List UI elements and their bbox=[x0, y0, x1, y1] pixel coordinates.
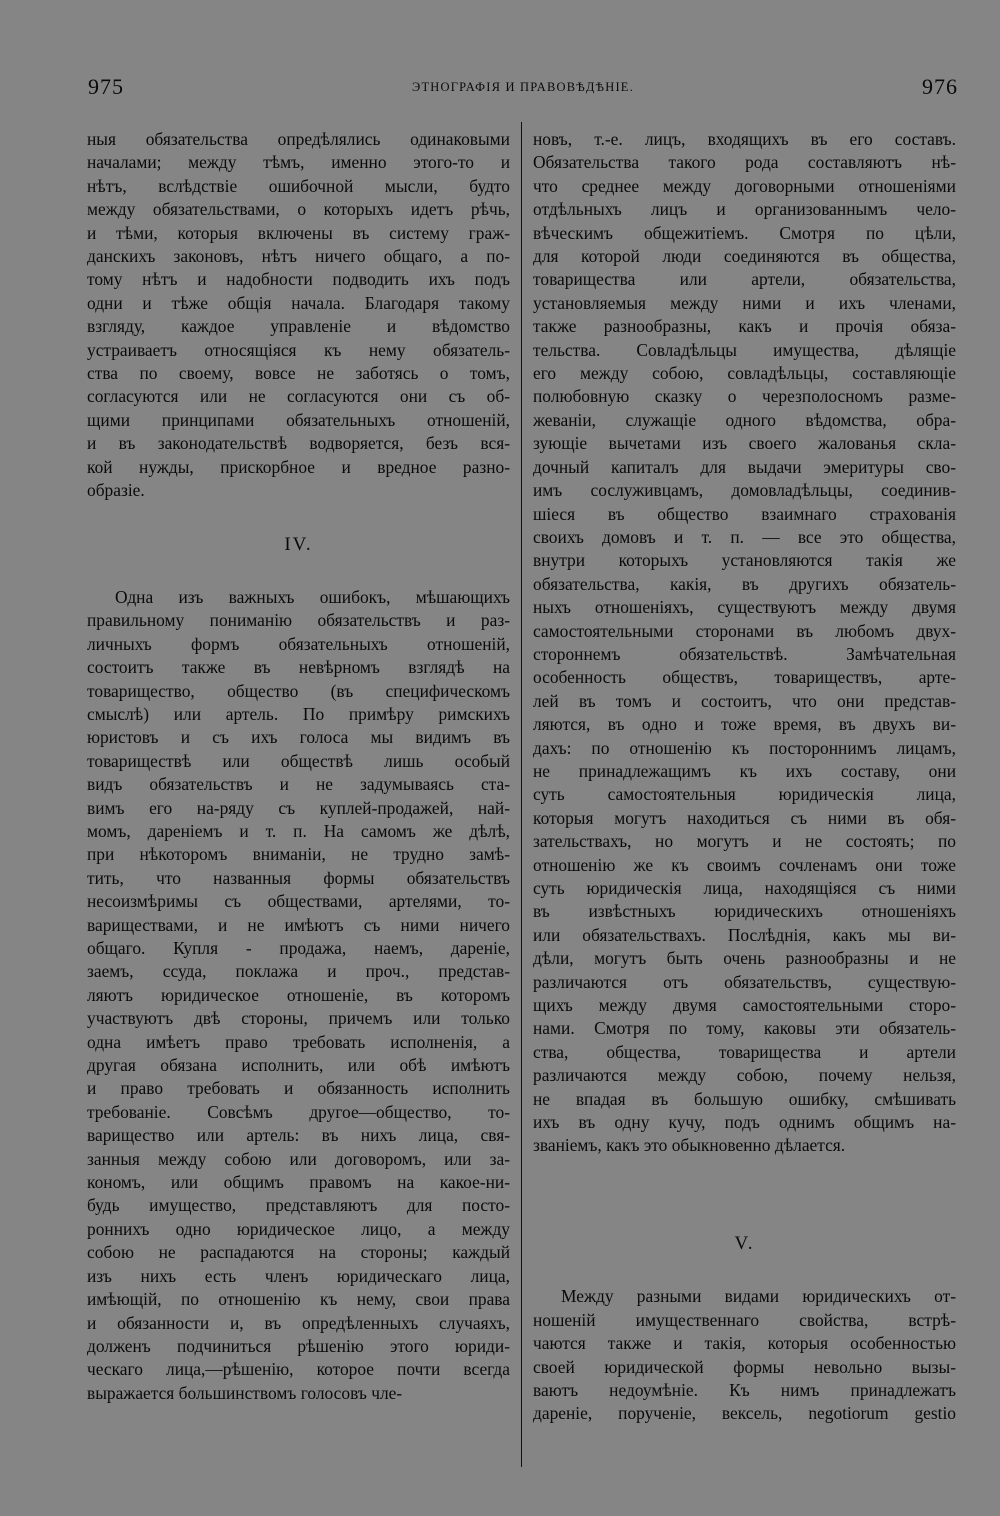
column-divider bbox=[521, 122, 522, 1467]
text-line: собою не распадаются на стороны; каждый bbox=[87, 1242, 510, 1263]
text-line: зательствахъ, но могутъ и не состоять; по bbox=[533, 831, 956, 852]
text-line: также разнообразны, какъ и прочія обяза- bbox=[533, 316, 956, 337]
text-line: обязательства, какія, въ другихъ обязатель- bbox=[533, 573, 956, 594]
text-line: дареніе, порученіе, вексель, negotiorum gestio bbox=[533, 1403, 956, 1424]
text-line: нѣтъ, вслѣдствіе ошибочной мысли, будто bbox=[87, 175, 510, 196]
text-line: тому нѣтъ и надобности подводить ихъ подъ bbox=[87, 269, 510, 290]
text-line: для которой люди соединяются въ общества, bbox=[533, 246, 956, 267]
left-paragraph-1 bbox=[87, 128, 510, 503]
running-title: ЭТНОГРАФІЯ И ПРАВОВѢДѢНІЕ. bbox=[412, 80, 634, 94]
text-line: товариществѣ или обществѣ лишь особый bbox=[87, 750, 510, 771]
text-line: различаются отъ обязательствъ, существую- bbox=[533, 971, 956, 992]
text-line: выражается большинствомъ голосовъ чле- bbox=[87, 1382, 403, 1403]
text-line: роннихъ одно юридическое лицо, а между bbox=[87, 1218, 510, 1239]
text-line: видъ обязательствъ и не задумываясь ста- bbox=[87, 774, 510, 795]
text-line: дахъ: по отношенію къ постороннимъ лицамъ, bbox=[533, 737, 956, 758]
text-line: общаго. Купля - продажа, наемъ, дареніе, bbox=[87, 938, 510, 958]
text-line: которыя могутъ находиться съ ними въ обя- bbox=[533, 807, 956, 828]
text-line: кой нужды, прискорбное и вредное разно- bbox=[87, 456, 510, 477]
page-header bbox=[88, 74, 958, 104]
text-line: имѣющій, по отношенію къ нему, свои права bbox=[87, 1289, 510, 1310]
text-line: при нѣкоторомъ вниманіи, не трудно замѣ- bbox=[87, 844, 510, 865]
text-line: другая обязана исполнить, или обѣ имѣютъ bbox=[87, 1055, 510, 1076]
text-line: внутри которыхъ установляются такія же bbox=[533, 550, 956, 571]
text-line: вѣческимъ общежитіемъ. Смотря по цѣли, bbox=[533, 222, 956, 243]
right-paragraph-2 bbox=[533, 1285, 956, 1425]
text-line: щихъ между двумя самостоятельными сторо- bbox=[533, 995, 956, 1016]
text-line: изъ нихъ есть членъ юридическаго лица, bbox=[87, 1265, 510, 1286]
text-line: и обязанности и, въ опредѣленныхъ случаяхъ, bbox=[87, 1312, 510, 1333]
right-paragraph-1 bbox=[533, 128, 956, 1158]
text-line: момъ, дареніемъ и т. п. На самомъ же дѣлѣ, bbox=[87, 820, 510, 841]
text-line: шіеся въ общество взаимнаго страхованія bbox=[533, 503, 956, 524]
text-line: правильному пониманію обязательствъ и раз- bbox=[87, 610, 510, 631]
text-line: полюбовную сказку о черезполосномъ разме- bbox=[533, 386, 956, 407]
text-line: заемъ, ссуда, поклажа и проч., представ- bbox=[87, 961, 510, 982]
text-line: вариществами, и не имѣютъ съ ними ничего bbox=[87, 914, 510, 935]
text-line: суть юридическія лица, находящіяся съ ними bbox=[533, 878, 956, 898]
text-line: согласуются или не согласуются они съ об- bbox=[87, 386, 510, 407]
text-line: и право требовать и обязанность исполнить bbox=[87, 1078, 510, 1099]
text-line: данскихъ законовъ, нѣтъ ничего общаго, а по- bbox=[87, 246, 510, 267]
text-line: суть самостоятельныя юридическія лица, bbox=[533, 784, 956, 805]
text-line: будь имущество, представляютъ для посто- bbox=[87, 1195, 510, 1216]
text-line: ства по своему, вовсе не заботясь о томъ, bbox=[87, 363, 510, 384]
text-line: отдѣльныхъ лицъ и организованнымъ чело- bbox=[533, 199, 956, 220]
text-line: жеваніи, служащіе одного вѣдомства, обра- bbox=[533, 409, 956, 430]
text-line: имъ сослуживцамъ, домовладѣльцы, соединив- bbox=[533, 480, 956, 501]
text-line: товарищества или артели, обязательства, bbox=[533, 269, 956, 290]
text-line: ваютъ недоумѣніе. Къ нимъ принадлежатъ bbox=[533, 1379, 956, 1400]
text-line: тельства. Совладѣльцы имущества, дѣлящіе bbox=[533, 339, 956, 360]
text-line: ства, общества, товарищества и артели bbox=[533, 1041, 956, 1062]
text-line: между обязательствами, о которыхъ идетъ рѣчь, bbox=[87, 199, 510, 220]
text-line: юристовъ и съ ихъ голоса мы видимъ въ bbox=[87, 727, 510, 748]
text-line: ляются, въ одно и тоже время, въ двухъ ви- bbox=[533, 714, 956, 735]
text-line: ныхъ отношеніяхъ, существуютъ между двумя bbox=[533, 597, 956, 618]
text-line: званіемъ, какъ это обыкновенно дѣлается. bbox=[533, 1135, 846, 1156]
text-line: или обязательствахъ. Послѣднія, какъ мы ви- bbox=[533, 924, 956, 945]
text-line: ношеній имущественнаго свойства, встрѣ- bbox=[533, 1309, 956, 1330]
section-heading-v: V. bbox=[734, 1232, 755, 1254]
left-column bbox=[87, 128, 510, 1405]
text-line: новъ, т.-е. лицъ, входящихъ въ его составъ. bbox=[533, 129, 956, 149]
text-line: ныя обязательства опредѣлялись одинаковыми bbox=[87, 129, 510, 149]
right-column bbox=[533, 128, 956, 1426]
text-line: лей въ томъ и состоитъ, что они представ- bbox=[533, 690, 956, 711]
text-line: что среднее между договорными отношеніями bbox=[533, 175, 956, 196]
text-line: товарищество, общество (въ специфическомъ bbox=[87, 680, 510, 701]
text-line: участвуютъ двѣ стороны, причемъ или только bbox=[87, 1008, 510, 1029]
text-line: Между разными видами юридическихъ от- bbox=[561, 1286, 956, 1307]
text-line: варищество или артель: въ нихъ лица, свя- bbox=[87, 1125, 510, 1146]
text-line: особенность обществъ, товариществъ, арте- bbox=[533, 667, 956, 688]
section-heading-iv: IV. bbox=[284, 533, 313, 555]
text-line: установляемыя между ними и ихъ членами, bbox=[533, 292, 956, 313]
text-line: вимъ его на-ряду съ куплей-продажей, най- bbox=[87, 797, 510, 818]
text-line: нами. Смотря по тому, каковы эти обязатель- bbox=[533, 1018, 956, 1039]
text-line: кономъ, или общимъ правомъ на какое-ни- bbox=[87, 1172, 510, 1193]
text-line: и въ законодательствѣ водворяется, безъ вся- bbox=[87, 433, 510, 454]
text-line: щими принципами обязательныхъ отношеній, bbox=[87, 409, 510, 430]
text-line: устраиваетъ относящіяся къ нему обязатель- bbox=[87, 339, 510, 360]
text-line: дѣли, могутъ быть очень разнообразны и не bbox=[533, 948, 956, 969]
text-line: ихъ въ одну кучу, подъ однимъ общимъ на- bbox=[533, 1112, 956, 1133]
right-page-number: 976 bbox=[922, 74, 958, 99]
text-line: различаются между собою, почему нельзя, bbox=[533, 1065, 956, 1086]
text-line: требованіе. Совсѣмъ другое—общество, то- bbox=[87, 1101, 510, 1122]
text-line: своихъ домовъ и т. п. — все это общества, bbox=[533, 526, 956, 547]
text-line: самостоятельными сторонами въ любомъ двух- bbox=[533, 620, 956, 641]
text-line: Одна изъ важныхъ ошибокъ, мѣшающихъ bbox=[115, 586, 510, 607]
text-line: ческаго лица,—рѣшенію, которое почти всегда bbox=[87, 1359, 510, 1380]
text-line: началами; между тѣмъ, именно этого-то и bbox=[87, 152, 510, 173]
text-line: тить, что названныя формы обязательствъ bbox=[87, 867, 510, 888]
text-line: личныхъ формъ обязательныхъ отношеній, bbox=[87, 633, 510, 654]
text-line: чаются также и такія, которыя особенностью bbox=[533, 1333, 956, 1354]
text-line: занныя между собою или договоромъ, или за- bbox=[87, 1148, 510, 1169]
text-line: отношенію же къ своимъ сочленамъ они тоже bbox=[533, 854, 956, 875]
left-page-number: 975 bbox=[88, 74, 124, 99]
text-line: дочный капиталъ для выдачи эмеритуры сво- bbox=[533, 456, 956, 477]
text-line: въ извѣстныхъ юридическихъ отношеніяхъ bbox=[533, 901, 956, 922]
text-line: не впадая въ большую ошибку, смѣшивать bbox=[533, 1088, 956, 1109]
text-line: его между собою, совладѣльцы, составляющіе bbox=[533, 363, 956, 384]
text-line: одни и тѣже общія начала. Благодаря такому bbox=[87, 292, 510, 313]
text-line: смыслѣ) или артель. По примѣру римскихъ bbox=[87, 703, 510, 724]
text-line: не принадлежащимъ къ ихъ составу, они bbox=[533, 760, 956, 781]
text-line: стороннемъ обязательствѣ. Замѣчательная bbox=[533, 643, 956, 664]
text-line: одна имѣетъ право требовать исполненія, а bbox=[87, 1031, 510, 1052]
text-line: образіе. bbox=[87, 480, 145, 501]
text-line: состоитъ также въ невѣрномъ взглядѣ на bbox=[87, 657, 510, 678]
text-line: своей юридической формы невольно вызы- bbox=[533, 1356, 956, 1377]
text-line: и тѣми, которыя включены въ систему граж- bbox=[87, 222, 510, 243]
text-line: взгляду, каждое управленіе и вѣдомство bbox=[87, 316, 510, 337]
left-paragraph-2 bbox=[87, 586, 510, 1405]
text-line: несоизмѣримы съ обществами, артелями, то- bbox=[87, 891, 510, 912]
text-line: зующіе вычетами изъ своего жалованья скла- bbox=[533, 433, 956, 454]
text-line: Обязательства такого рода составляютъ нѣ- bbox=[533, 152, 956, 173]
text-line: долженъ подчиниться рѣшенію этого юриди- bbox=[87, 1335, 510, 1356]
text-line: ляютъ юридическое отношеніе, въ которомъ bbox=[87, 984, 510, 1005]
